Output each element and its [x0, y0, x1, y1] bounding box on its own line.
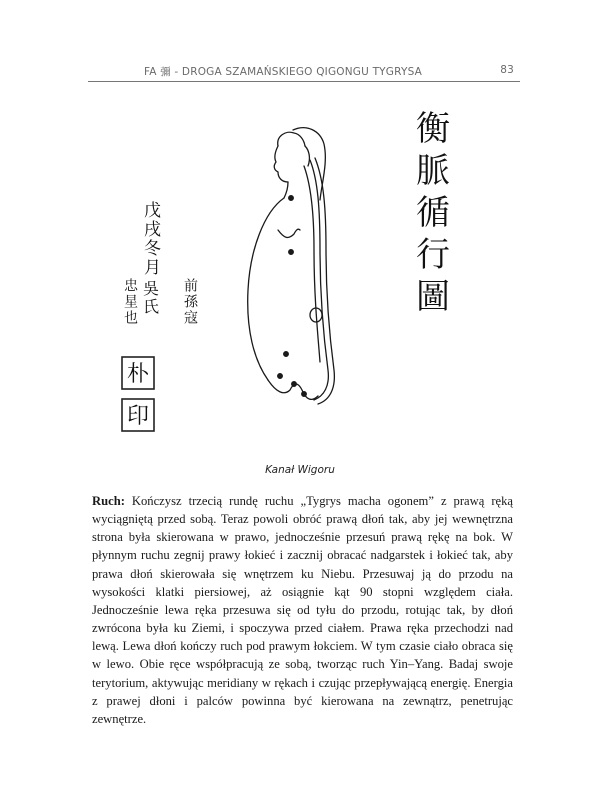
title-char-2: 脈	[416, 151, 450, 191]
inscription-line-3: 前孫寇	[182, 278, 198, 326]
inscription-line-1: 戊戌冬月	[140, 201, 160, 277]
page-number: 83	[500, 64, 514, 76]
inscription-line-2: 吳氏	[140, 280, 160, 316]
paragraph-lead: Ruch:	[92, 494, 125, 508]
body-paragraph	[92, 492, 513, 728]
header-title: FA 彌 - DROGA SZAMAŃSKIEGO QIGONGU TYGRYSA	[143, 66, 423, 78]
paragraph-text: Kończysz trzecią rundę ruchu „Tygrys macha ogonem” z prawą ręką wyciągniętą przed sobą. Teraz powoli obróć prawą dłoń tak, aby jej wewnętrzna strona była skierowana w prawo, jednocześnie przesuń prawą rękę na bok. W płynnym ruchu zegnij prawy łokieć i zacznij obracać nadgarstek i łokieć tak, aby prawa dłoń skierowała się wnętrzem ku Niebu. Przesuwaj ją do przodu na wysokości klatki piersiowej, aż osiągnie kąt 90 stopni względem ciała. Jednocześnie lewa ręka przesuwa się od tyłu do przodu, rotując tak, by dłoń zwrócona była ku Ziemi, i spoczywa przed ciałem. Prawa ręka przechodzi nad lewą. Lewa dłoń kończy ruch pod prawym łokciem. W tym czasie ciało obraca się w lewo. Obie ręce współpracują ze sobą, tworząc ruch Yin–Yang. Badaj swoje terytorium, aktywując meridiany w rękach i czując przepływającą energię. Energia z prawej dłoni i palców powinna być kierowana na zewnątrz, penetrując zewnętrze.	[92, 494, 513, 726]
human-figure-drawing	[248, 128, 335, 404]
figure-caption: Kanał Wigoru	[265, 464, 335, 476]
meridian-illustration	[108, 100, 498, 440]
seal-stamp	[122, 399, 154, 431]
title-char-5: 圖	[416, 277, 450, 317]
title-char-3: 循	[416, 193, 450, 233]
title-char-1: 衡	[416, 109, 450, 149]
header-rule	[88, 81, 520, 82]
seal-stamp	[122, 357, 154, 389]
seal-2-text: 印	[126, 404, 150, 429]
running-header	[88, 64, 520, 80]
inscription-line-4: 忠星也	[122, 278, 138, 326]
seal-1-text: 朴	[126, 362, 150, 387]
title-char-4: 行	[416, 235, 450, 275]
